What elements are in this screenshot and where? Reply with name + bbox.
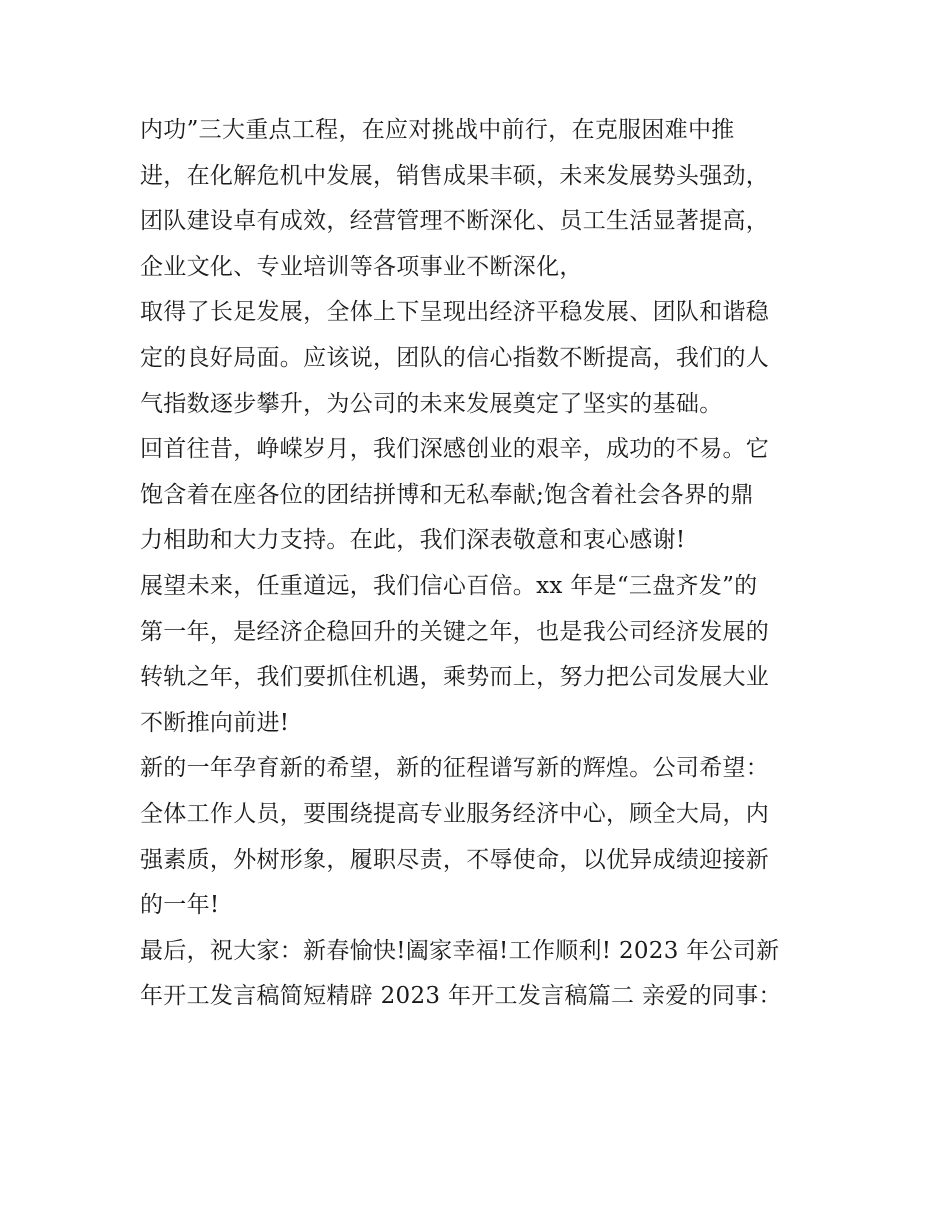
- text-line: 新的一年孕育新的希望，新的征程谱写新的辉煌。公司希望：: [140, 755, 770, 782]
- text-line: 定的良好局面。应该说，团队的信心指数不断提高，我们的人: [140, 344, 770, 371]
- text-line: 最后，祝大家：新春愉快!阖家幸福!工作顺利! 2023 年公司新: [140, 937, 780, 964]
- text-line: 进，在化解危机中发展，销售成果丰硕，未来发展势头强劲，: [140, 162, 770, 189]
- text-line: 第一年，是经济企稳回升的关键之年，也是我公司经济发展的: [140, 618, 770, 645]
- text-line: 气指数逐步攀升，为公司的未来发展奠定了坚实的基础。: [140, 390, 723, 417]
- text-line: 不断推向前进!: [140, 709, 290, 736]
- text-line: 团队建设卓有成效，经营管理不断深化、员工生活显著提高，: [140, 208, 770, 235]
- text-line: 年开工发言稿简短精辟 2023 年开工发言稿篇二 亲爱的同事：: [140, 983, 782, 1010]
- text-line: 饱含着在座各位的团结拼博和无私奉献;饱含着社会各界的鼎: [140, 481, 754, 508]
- text-line: 转轨之年，我们要抓住机遇，乘势而上，努力把公司发展大业: [140, 664, 770, 691]
- text-line: 展望未来，任重道远，我们信心百倍。xx 年是“三盘齐发”的: [140, 572, 758, 599]
- body-text: [140, 108, 830, 1020]
- text-line: 强素质，外树形象，履职尽责，不辱使命，以优异成绩迎接新: [140, 846, 770, 873]
- text-line: 企业文化、专业培训等各项事业不断深化，: [140, 253, 583, 280]
- text-line: 力相助和大力支持。在此，我们深表敬意和衷心感谢!: [140, 527, 686, 554]
- text-line: 的一年!: [140, 892, 220, 919]
- text-line: 取得了长足发展，全体上下呈现出经济平稳发展、团队和谐稳: [140, 299, 770, 326]
- text-line: 全体工作人员，要围绕提高专业服务经济中心，顾全大局，内: [140, 800, 770, 827]
- text-line: 内功”三大重点工程，在应对挑战中前行，在克服困难中推: [140, 117, 735, 143]
- text-line: 回首往昔，峥嵘岁月，我们深感创业的艰辛，成功的不易。它: [140, 436, 770, 463]
